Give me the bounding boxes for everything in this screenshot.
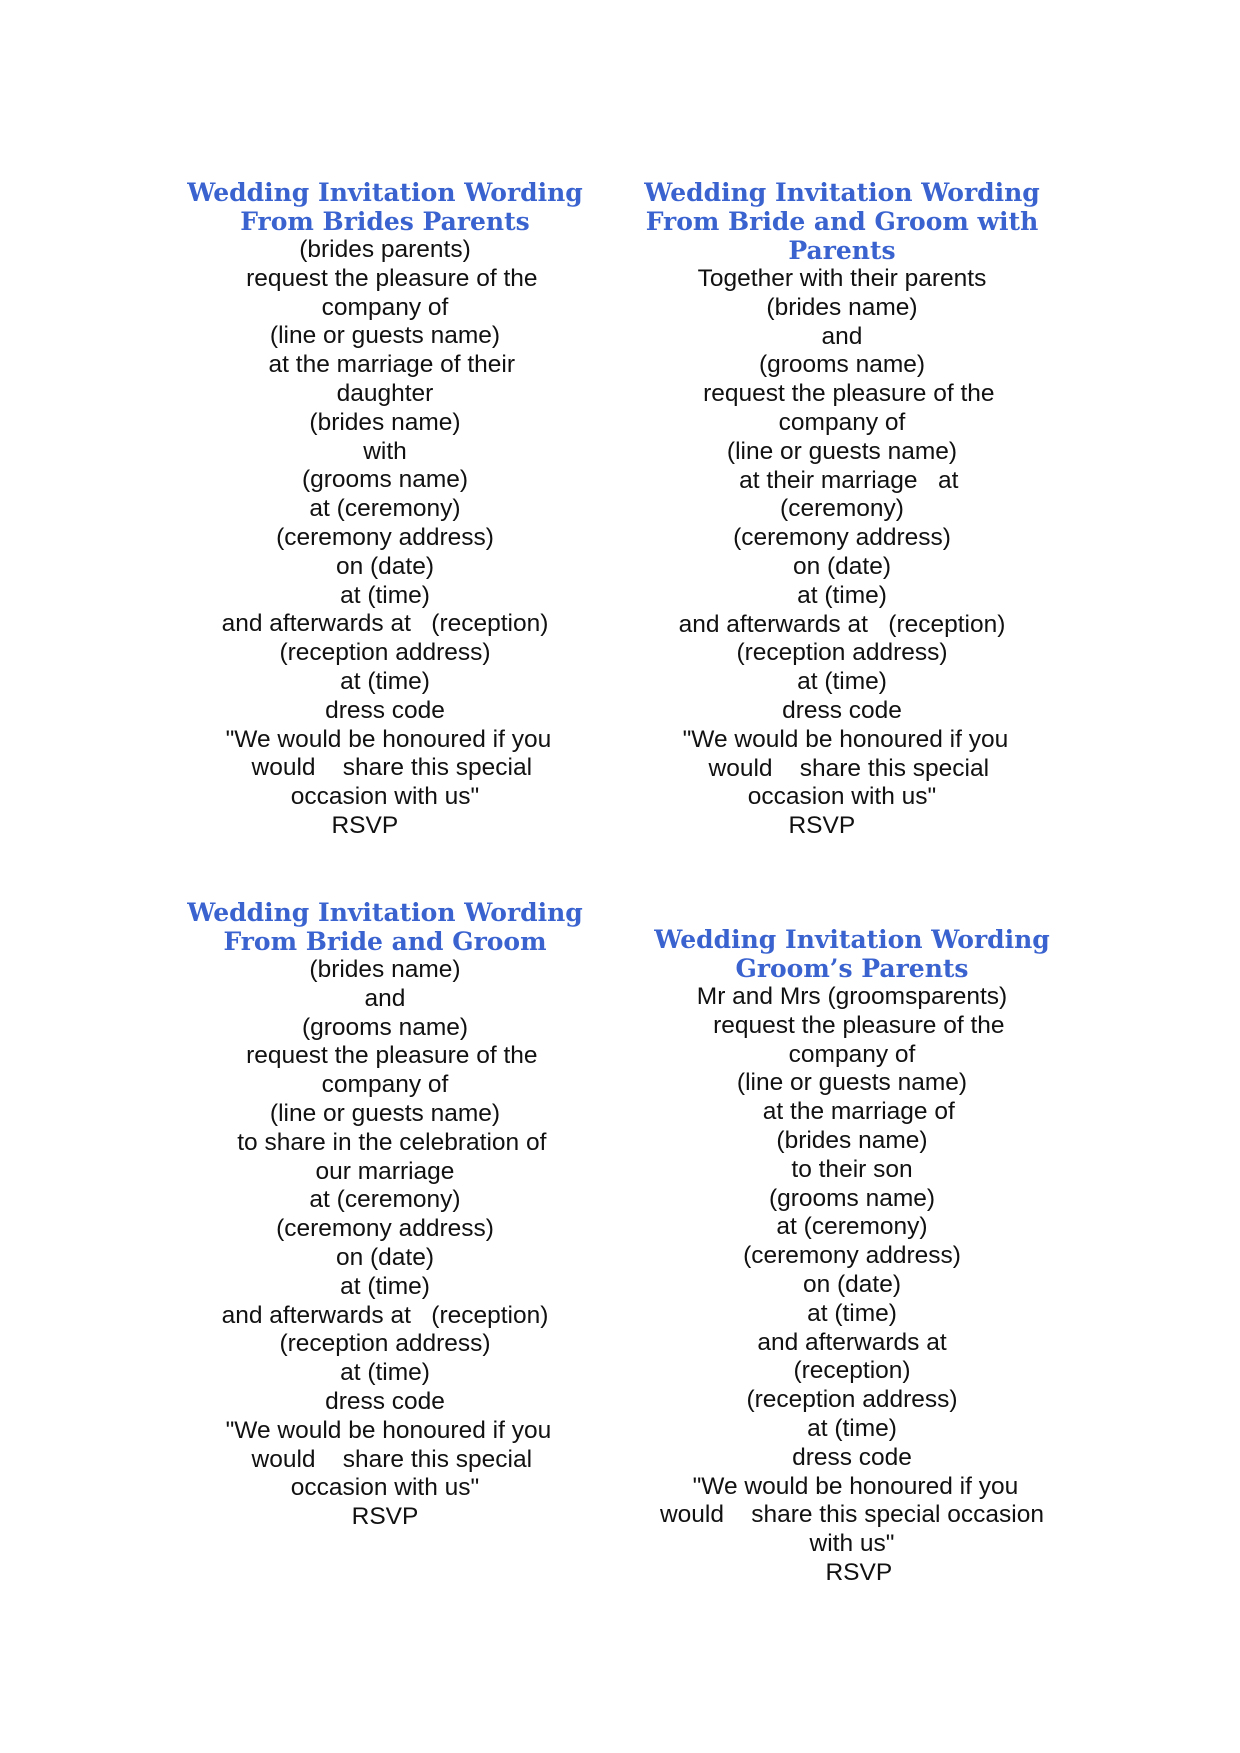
wording-line: and (821, 322, 863, 350)
wording-line: on (date) (335, 552, 435, 580)
wording-line: (ceremony address) (743, 1242, 961, 1270)
wording-line: (grooms name) (301, 1013, 469, 1041)
wording-line: would share this special (237, 1445, 533, 1473)
wording-line: at their marriage at (725, 466, 959, 494)
wording-line: with us" (809, 1530, 895, 1558)
wording-line: company of (321, 293, 449, 321)
wording-line: company of (788, 1040, 916, 1068)
invitation-block-brides-parents (155, 178, 615, 841)
wording-line: at (time) (340, 581, 430, 609)
wording-line: to their son (791, 1155, 913, 1183)
wording-line: RSVP (788, 812, 896, 840)
wording-line: (ceremony address) (276, 523, 494, 551)
wording-line: at (time) (340, 1359, 430, 1387)
wording-line: (ceremony) (780, 495, 904, 523)
wording-line: (brides name) (309, 956, 461, 983)
wording-line: occasion with us" (290, 783, 480, 811)
block-title: Wedding Invitation Wording From Brides Parents (187, 178, 583, 236)
wording-line: and afterwards at (reception) (221, 1301, 549, 1329)
wording-line: at (ceremony) (309, 495, 461, 523)
wording-line: at the marriage of their (254, 351, 516, 379)
wording-line: at (time) (807, 1414, 897, 1442)
invitation-block-bride-groom-with-parents (612, 178, 1072, 841)
block-title: Wedding Invitation Wording From Bride and Groom with Parents (644, 178, 1040, 265)
wording-line: on (date) (335, 1243, 435, 1271)
wording-line: at (ceremony) (309, 1186, 461, 1214)
wording-lines (622, 983, 1082, 1588)
wording-line: (line or guests name) (726, 437, 958, 465)
wording-line: "We would be honoured if you (218, 725, 552, 753)
wording-line: dress code (782, 696, 902, 724)
wording-line: to share in the celebration of (223, 1128, 547, 1156)
wording-line: request the pleasure of the (699, 1011, 1005, 1039)
wording-line: Mr and Mrs (groomsparents) (696, 983, 1008, 1010)
wording-line: (line or guests name) (269, 1099, 501, 1127)
wording-line: at (time) (807, 1299, 897, 1327)
wording-line: would share this special (694, 754, 990, 782)
wording-line: (reception) (793, 1357, 911, 1385)
wording-line: on (date) (802, 1270, 902, 1298)
wording-line: RSVP (331, 811, 439, 839)
wording-line: "We would be honoured if you (685, 1472, 1019, 1500)
invitation-block-bride-and-groom (155, 898, 615, 1532)
wording-line: (brides parents) (299, 236, 471, 263)
wording-line: request the pleasure of the (232, 264, 538, 292)
wording-line: our marriage (315, 1157, 455, 1185)
wording-line: "We would be honoured if you (675, 725, 1009, 753)
wording-line: and afterwards at (reception) (678, 610, 1006, 638)
wording-line: with (363, 437, 407, 465)
wording-lines (155, 956, 615, 1532)
wording-line: and afterwards at (reception) (221, 610, 549, 638)
wording-line: dress code (792, 1443, 912, 1471)
wording-line: on (date) (792, 552, 892, 580)
wording-line: request the pleasure of the (689, 380, 995, 408)
block-title: Wedding Invitation Wording From Bride and Groom (187, 898, 583, 956)
wording-line: would share this special (237, 754, 533, 782)
wording-line: (brides name) (309, 408, 461, 436)
wording-line: (reception address) (279, 639, 491, 667)
wording-line: company of (778, 408, 906, 436)
wording-line: (line or guests name) (269, 322, 501, 350)
wording-lines (155, 236, 615, 841)
wording-line: at (time) (340, 1272, 430, 1300)
wording-line: daughter (336, 379, 434, 407)
wording-line: (brides name) (766, 293, 918, 321)
wording-line: (reception address) (736, 639, 948, 667)
wording-line: Together with their parents (697, 265, 987, 292)
wording-line: (grooms name) (758, 351, 926, 379)
wording-line: (ceremony address) (733, 524, 951, 552)
wording-line: RSVP (351, 1503, 419, 1531)
wording-line: occasion with us" (290, 1474, 480, 1502)
wording-line: (brides name) (776, 1126, 928, 1154)
wording-line: would share this special occasion (659, 1501, 1045, 1529)
invitation-block-grooms-parents (622, 925, 1082, 1588)
wording-line: (reception address) (746, 1386, 958, 1414)
wording-lines (612, 265, 1072, 841)
wording-line: at (time) (797, 668, 887, 696)
wording-line: at (time) (797, 581, 887, 609)
wording-line: at (ceremony) (776, 1213, 928, 1241)
wording-line: dress code (325, 696, 445, 724)
wording-line: RSVP (811, 1558, 893, 1586)
wording-line: "We would be honoured if you (218, 1416, 552, 1444)
wording-line: (reception address) (279, 1330, 491, 1358)
wording-line: and (364, 984, 406, 1012)
wording-line: (line or guests name) (736, 1069, 968, 1097)
wording-line: company of (321, 1071, 449, 1099)
wording-line: (grooms name) (301, 466, 469, 494)
wording-line: request the pleasure of the (232, 1042, 538, 1070)
wording-line: and afterwards at (757, 1328, 947, 1356)
wording-line: at (time) (340, 667, 430, 695)
wording-line: (ceremony address) (276, 1215, 494, 1243)
block-title: Wedding Invitation Wording Groom’s Parents (654, 925, 1050, 983)
wording-line: dress code (325, 1387, 445, 1415)
wording-line: at the marriage of (749, 1098, 955, 1126)
wording-line: occasion with us" (747, 783, 937, 811)
wording-line: (grooms name) (768, 1184, 936, 1212)
